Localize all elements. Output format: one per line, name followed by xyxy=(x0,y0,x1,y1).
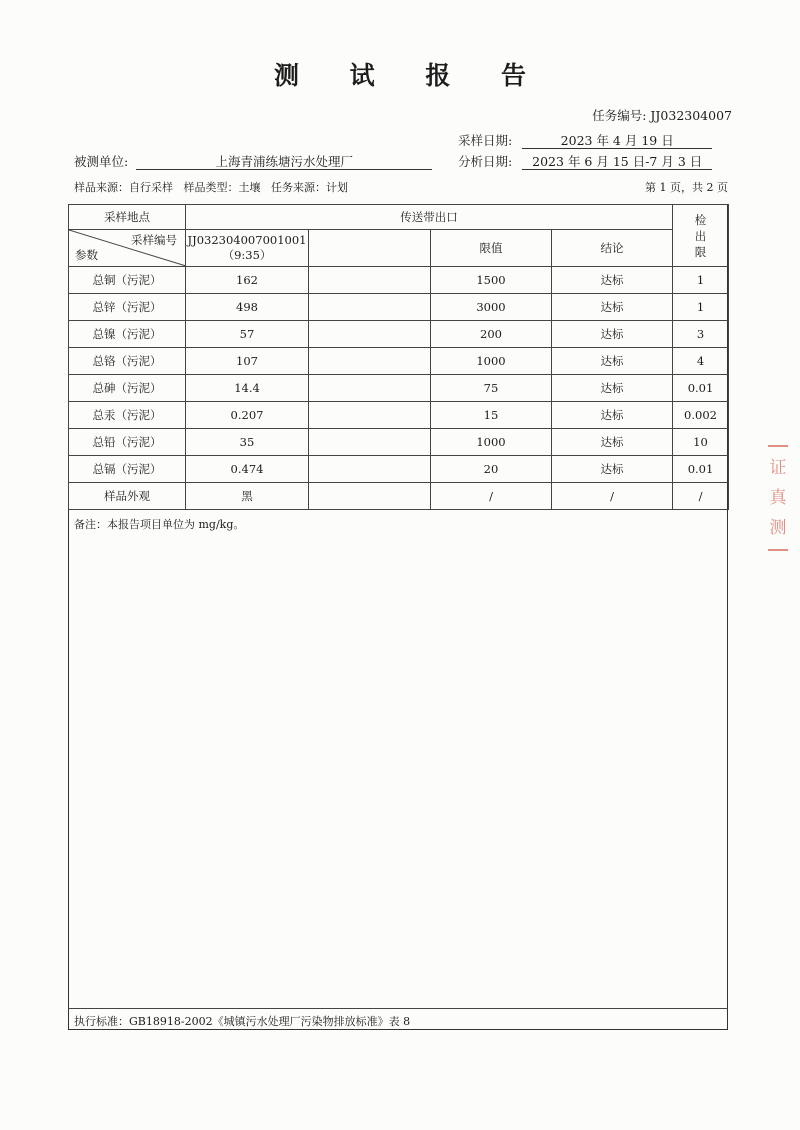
red-seal-stamp xyxy=(758,445,798,610)
cell-empty xyxy=(309,375,431,402)
report-title: 测 试 报 告 xyxy=(273,61,548,90)
table-row xyxy=(69,375,729,402)
note: 备注：本报告项目单位为 mg/kg。 xyxy=(74,518,245,531)
results-table xyxy=(68,204,729,510)
page-info: 第 1 页，共 2 页 xyxy=(645,181,728,194)
cell-param: 总镍（污泥） xyxy=(69,321,186,348)
stamp-char: 真 xyxy=(769,488,787,508)
table-row xyxy=(69,294,729,321)
cell-conclusion: 达标 xyxy=(552,429,673,456)
cell-limit: / xyxy=(431,483,552,510)
sample-id-cell xyxy=(186,230,309,267)
cell-conclusion: 达标 xyxy=(552,402,673,429)
sample-id: JJ032304007001001 xyxy=(187,233,307,247)
cell-measured-value: 0.474 xyxy=(186,456,309,483)
cell-detection-limit: 3 xyxy=(673,321,729,348)
cell-detection-limit: / xyxy=(673,483,729,510)
cell-empty xyxy=(309,456,431,483)
location-header: 采样地点 xyxy=(69,205,186,230)
cell-measured-value: 黑 xyxy=(186,483,309,510)
cell-conclusion: 达标 xyxy=(552,294,673,321)
cell-measured-value: 14.4 xyxy=(186,375,309,402)
cell-conclusion: 达标 xyxy=(552,348,673,375)
table-row xyxy=(69,348,729,375)
stamp-char: 测 xyxy=(769,518,787,538)
cell-detection-limit: 10 xyxy=(673,429,729,456)
cell-param: 总铜（污泥） xyxy=(69,267,186,294)
cell-limit: 75 xyxy=(431,375,552,402)
cell-conclusion: 达标 xyxy=(552,375,673,402)
cell-detection-limit: 1 xyxy=(673,294,729,321)
cell-limit: 1500 xyxy=(431,267,552,294)
task-number xyxy=(592,106,732,124)
cell-limit: 1000 xyxy=(431,348,552,375)
sampling-date xyxy=(458,131,712,149)
cell-measured-value: 162 xyxy=(186,267,309,294)
cell-limit: 200 xyxy=(431,321,552,348)
cell-measured-value: 498 xyxy=(186,294,309,321)
analysis-date-value: 2023 年 6 月 15 日-7 月 3 日 xyxy=(522,154,712,170)
cell-param: 总汞（污泥） xyxy=(69,402,186,429)
cell-limit: 20 xyxy=(431,456,552,483)
cell-param: 总铅（污泥） xyxy=(69,429,186,456)
table-row xyxy=(69,456,729,483)
analysis-date xyxy=(458,152,712,170)
location-value: 传送带出口 xyxy=(186,205,673,230)
detection-limit-header xyxy=(673,205,729,267)
cell-param: 总镉（污泥） xyxy=(69,456,186,483)
cell-param: 样品外观 xyxy=(69,483,186,510)
cell-conclusion: 达标 xyxy=(552,321,673,348)
cell-empty xyxy=(309,402,431,429)
cell-measured-value: 57 xyxy=(186,321,309,348)
cell-param: 总锌（污泥） xyxy=(69,294,186,321)
limit-header: 限值 xyxy=(431,230,552,267)
cell-detection-limit: 0.01 xyxy=(673,375,729,402)
sampling-date-value: 2023 年 4 月 19 日 xyxy=(522,133,712,149)
tested-unit-label: 被测单位: xyxy=(74,154,129,169)
cell-limit: 3000 xyxy=(431,294,552,321)
cell-detection-limit: 0.01 xyxy=(673,456,729,483)
analysis-date-label: 分析日期: xyxy=(458,154,513,169)
cell-empty xyxy=(309,321,431,348)
cell-empty xyxy=(309,348,431,375)
table-row xyxy=(69,483,729,510)
cell-measured-value: 35 xyxy=(186,429,309,456)
cell-detection-limit: 0.002 xyxy=(673,402,729,429)
tested-unit xyxy=(74,152,432,170)
cell-empty xyxy=(309,294,431,321)
cell-empty xyxy=(309,267,431,294)
stamp-char: 证 xyxy=(769,458,787,478)
tested-unit-value: 上海青浦练塘污水处理厂 xyxy=(136,154,432,170)
empty-header-cell xyxy=(309,230,431,267)
cell-param: 总铬（污泥） xyxy=(69,348,186,375)
execution-standard: 执行标准：GB18918-2002《城镇污水处理厂污染物排放标准》表 8 xyxy=(74,1015,411,1028)
cell-conclusion: 达标 xyxy=(552,456,673,483)
task-number-label: 任务编号: xyxy=(592,108,647,123)
cell-detection-limit: 4 xyxy=(673,348,729,375)
sample-no-header: 采样编号 xyxy=(131,233,177,247)
conclusion-header: 结论 xyxy=(552,230,673,267)
table-row xyxy=(69,267,729,294)
cell-measured-value: 107 xyxy=(186,348,309,375)
cell-param: 总砷（污泥） xyxy=(69,375,186,402)
table-row xyxy=(69,321,729,348)
cell-empty xyxy=(309,483,431,510)
param-sample-header xyxy=(69,230,186,267)
cell-detection-limit: 1 xyxy=(673,267,729,294)
detection-limit-text: 检出限 xyxy=(694,212,707,259)
cell-measured-value: 0.207 xyxy=(186,402,309,429)
param-header: 参数 xyxy=(75,248,98,262)
cell-conclusion: 达标 xyxy=(552,267,673,294)
cell-empty xyxy=(309,429,431,456)
task-number-value: JJ032304007 xyxy=(650,108,732,123)
table-row xyxy=(69,402,729,429)
standard-divider xyxy=(68,1008,728,1009)
cell-limit: 15 xyxy=(431,402,552,429)
sample-time: （9:35） xyxy=(222,248,272,262)
cell-conclusion: / xyxy=(552,483,673,510)
table-row xyxy=(69,429,729,456)
cell-limit: 1000 xyxy=(431,429,552,456)
sample-meta-line: 样品来源：自行采样 样品类型：土壤 任务来源：计划 xyxy=(74,181,348,194)
sampling-date-label: 采样日期: xyxy=(458,133,513,148)
